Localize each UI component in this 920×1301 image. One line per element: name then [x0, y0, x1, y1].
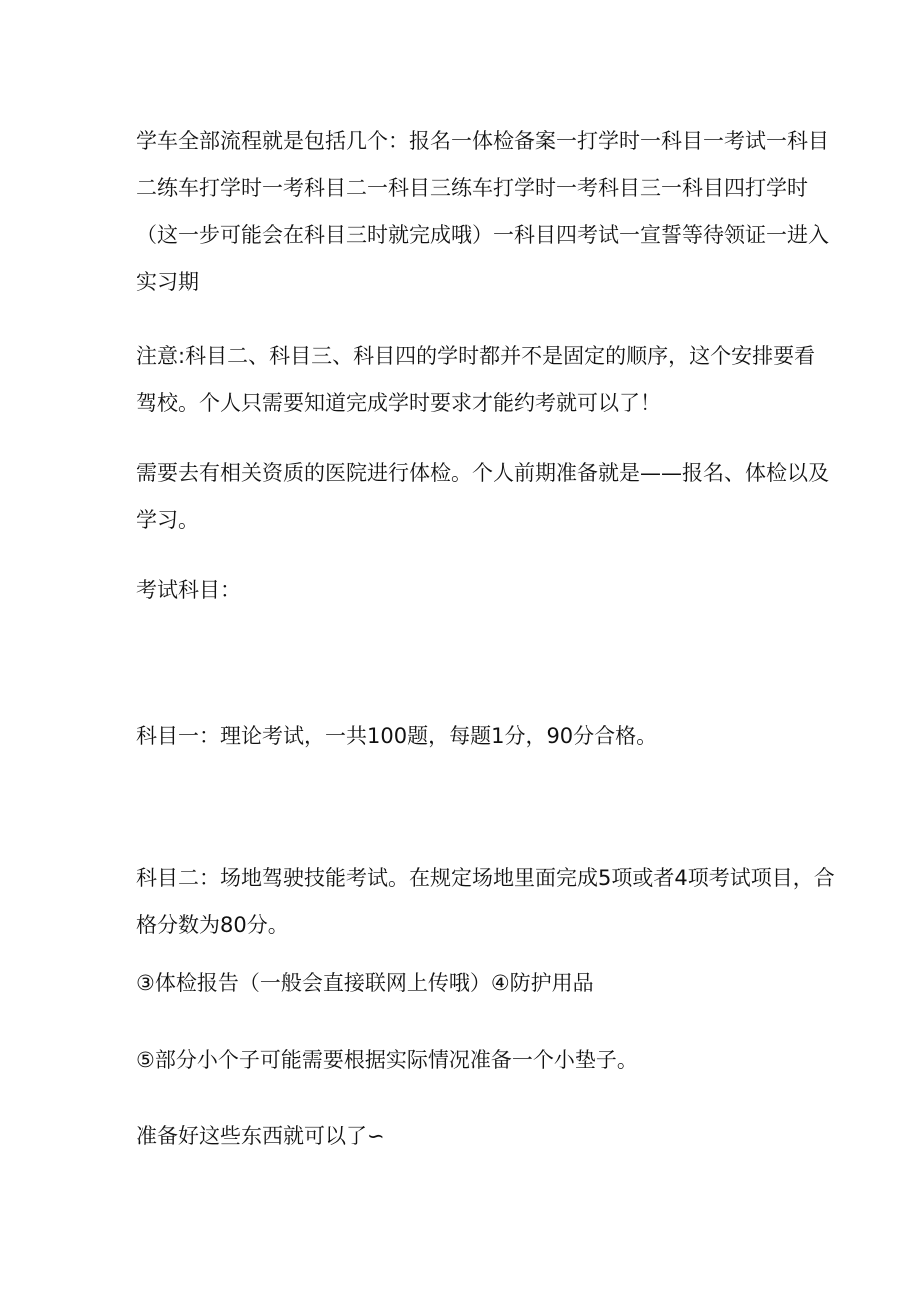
paragraph-subject-one: 科目一：理论考试，一共100题，每题1分，90分合格。	[136, 724, 658, 748]
paragraph-process: 学车全部流程就是包括几个：报名一体检备案一打学时一科目一考试一科目二练车打学时一考科目二一科目三练车打学时一考科目三一科目四打学时（这一步可能会在科目三时就完成哦）一科目四考试一宣誓等待领证一进入实习期	[136, 129, 829, 294]
paragraph-item-5: ⑤部分小个子可能需要根据实际情况准备一个小垫子。	[136, 1048, 638, 1072]
paragraph-closing: 准备好这些东西就可以了∽	[136, 1124, 385, 1148]
paragraph-medical-exam: 需要去有相关资质的医院进行体检。个人前期准备就是——报名、体检以及学习。	[136, 461, 829, 532]
paragraph-subject-two: 科目二：场地驾驶技能考试。在规定场地里面完成5项或者4项考试项目，合格分数为80分。	[136, 866, 835, 937]
paragraph-items-3-4: ③体检报告（一般会直接联网上传哦）④防护用品	[136, 971, 594, 995]
paragraph-exam-subjects-heading: 考试科目：	[136, 578, 241, 602]
paragraph-note: 注意:科目二、科目三、科目四的学时都并不是固定的顺序，这个安排要看驾校。个人只需要知道完成学时要求才能约考就可以了！	[136, 344, 816, 415]
